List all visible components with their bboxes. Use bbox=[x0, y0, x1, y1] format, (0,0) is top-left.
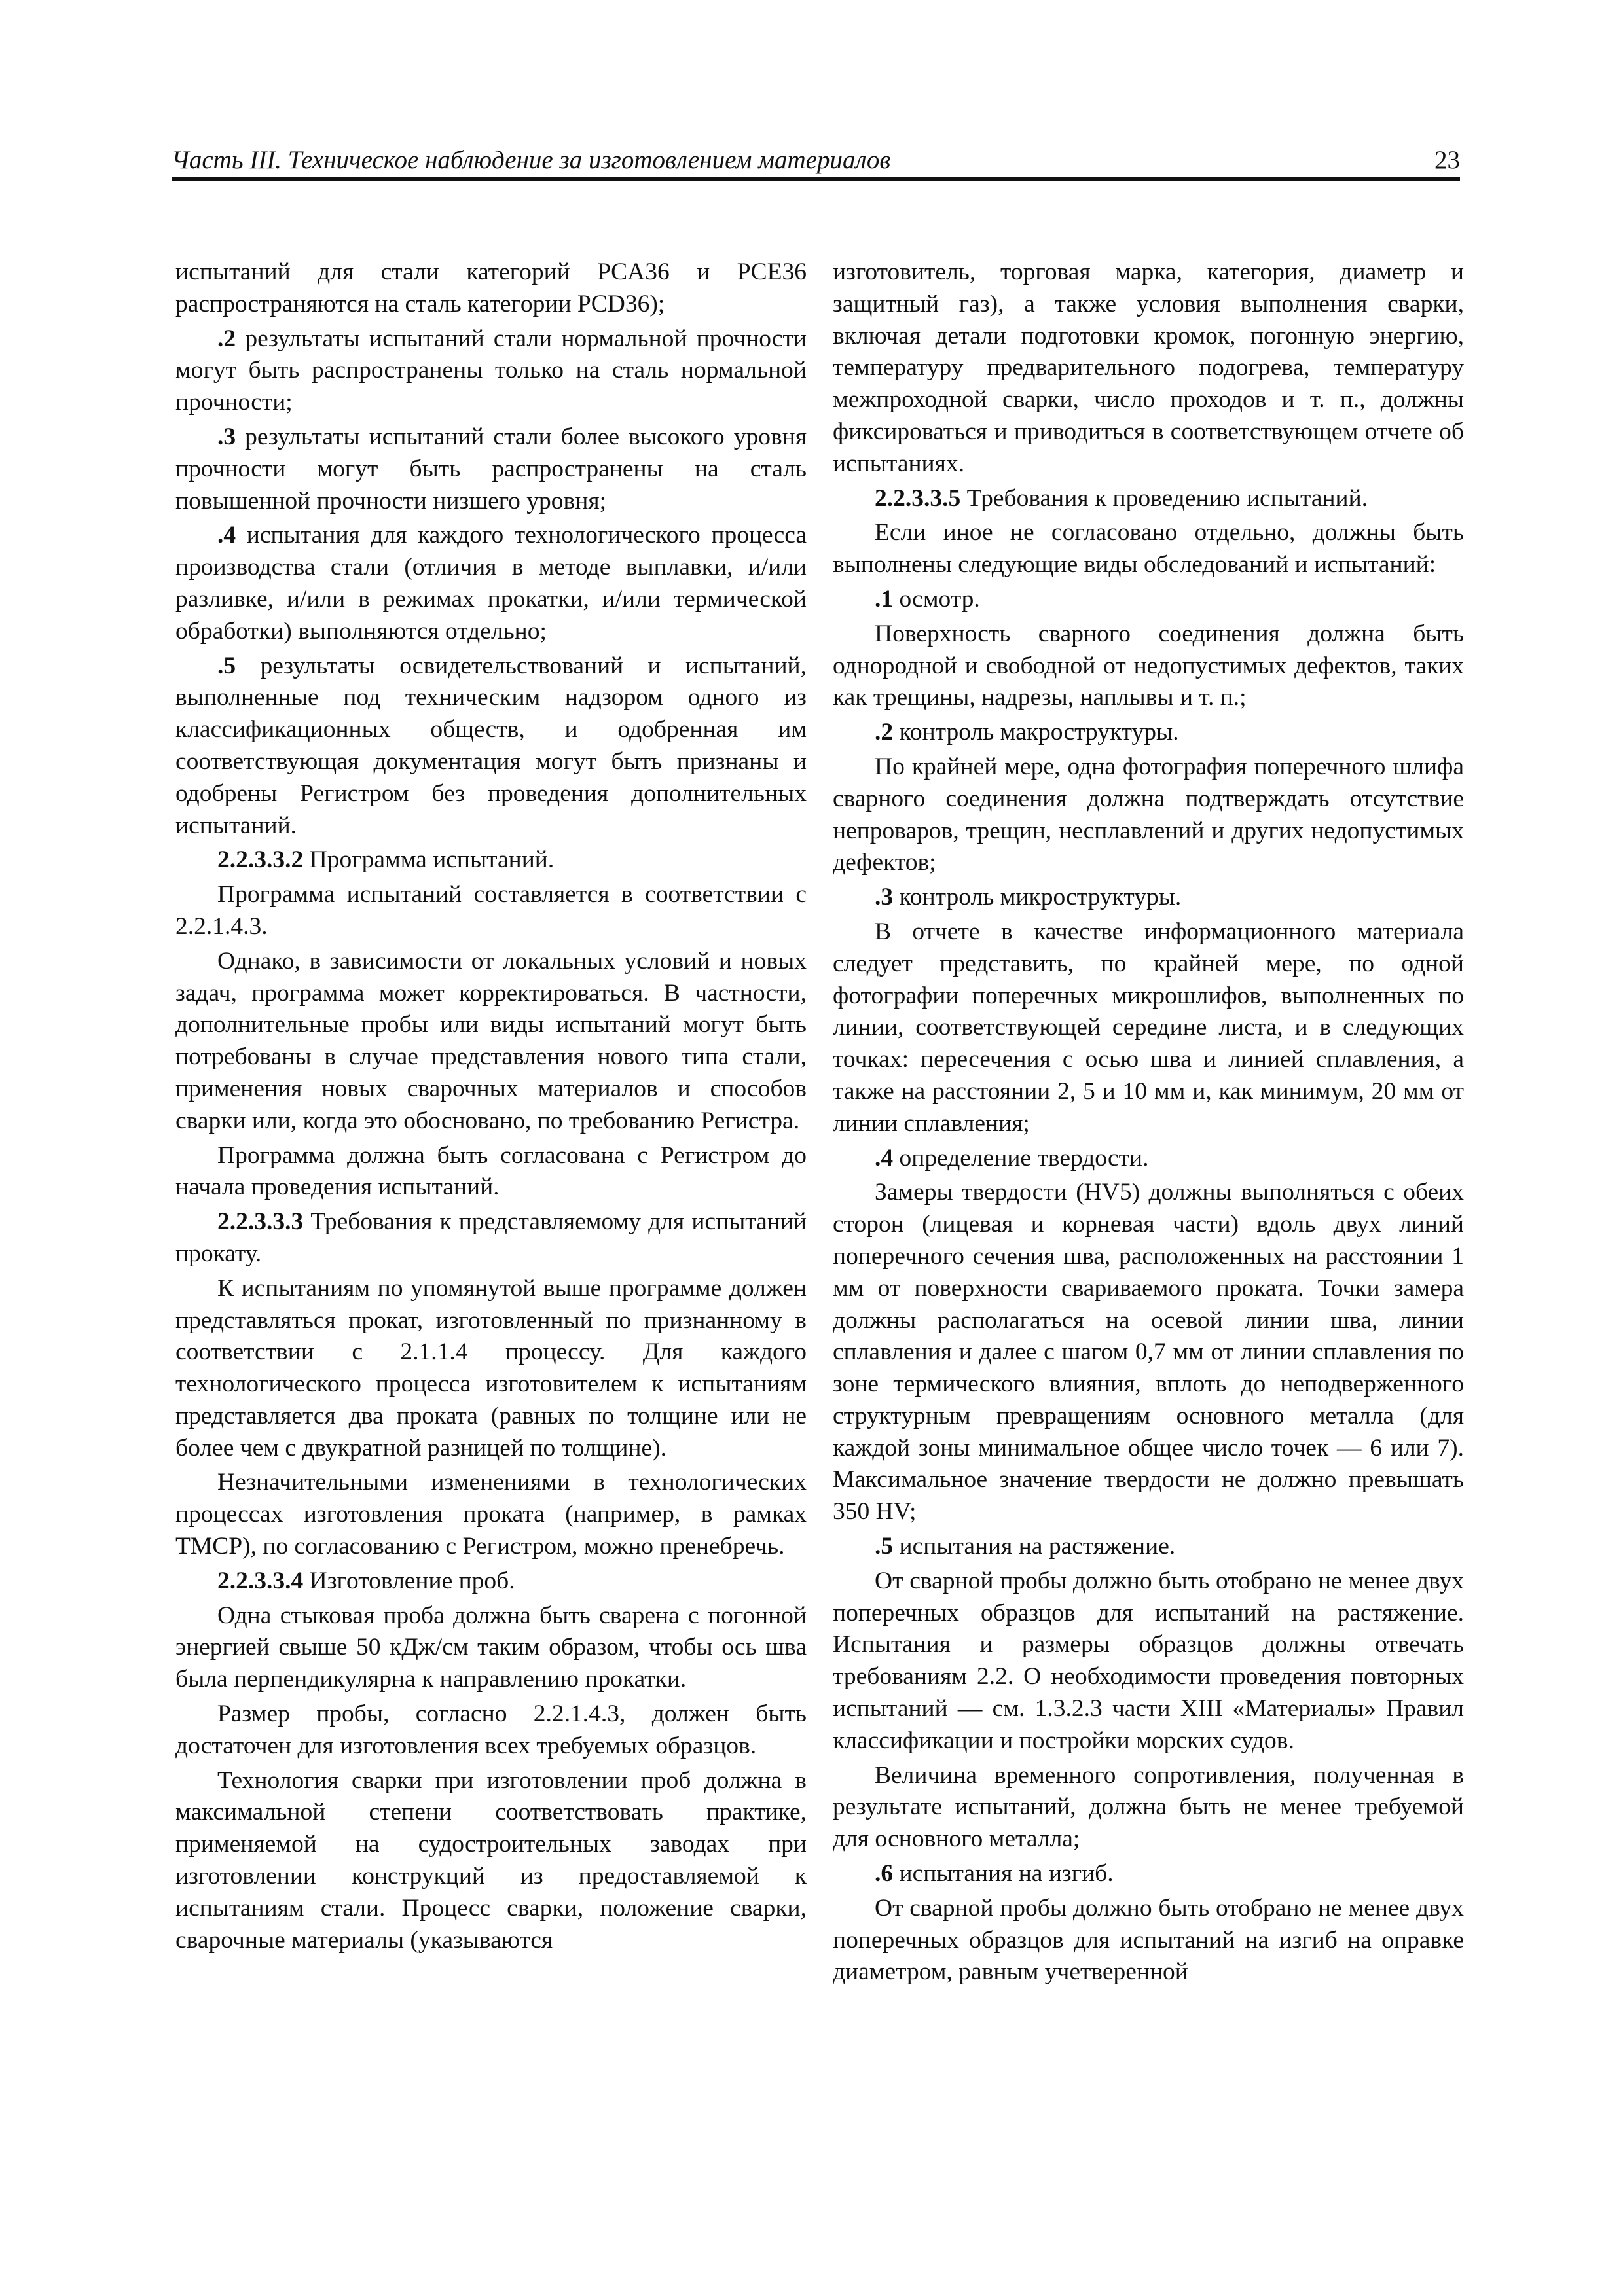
list-item: .2 контроль макроструктуры. bbox=[875, 719, 1179, 746]
paragraph: Технология сварки при изготовлении проб должна в максимальной степени соответствовать практике, применяемой на судостроительных заводах при изготовлении конструкций из предоставляемой к испытаниям стали. Процесс сварки, положение сварки, сварочные материалы (указываются bbox=[175, 1767, 807, 1954]
paragraph: От сварной пробы должно быть отобрано не менее двух поперечных образцов для испытаний на изгиб на оправке диаметром, равным учетверенной bbox=[833, 1894, 1464, 1986]
list-number: .4 bbox=[217, 522, 236, 549]
paragraph: Программа испытаний составляется в соответствии с 2.2.1.4.3. bbox=[175, 881, 807, 940]
list-item: .3 результаты испытаний стали более высокого уровня прочности могут быть распространены на сталь повышенной прочности низшего уровня; bbox=[175, 423, 807, 514]
list-item: .4 определение твердости. bbox=[875, 1144, 1149, 1172]
paragraph: Поверхность сварного соединения должна быть однородной и свободной от недопустимых дефектов, таких как трещины, надрезы, наплывы и т. п.; bbox=[833, 620, 1464, 711]
list-item: .5 результаты освидетельствований и испытаний, выполненные под техническим надзором одного из классификационных обществ, и одобренная им соответствующая документация могут быть признаны и одобрены Регистром без проведения дополнительных испытаний. bbox=[175, 652, 807, 839]
paragraph: Замеры твердости (HV5) должны выполняться с обеих сторон (лицевая и корневая части) вдоль двух линий поперечного сечения шва, расположенных на расстоянии 1 мм от поверхности свариваемого проката. Точки замера должны располагаться на осевой линии шва, линии сплавления и далее с шагом 0,7 мм от линии сплавления по зоне термического влияния, вплоть до неподверженного структурным превращениям основного металла (для каждой зоны минимальное общее число точек — 6 или 7). Максимальное значение твердости не должно превышать 350 HV; bbox=[833, 1179, 1464, 1526]
paragraph: Незначительными изменениями в технологических процессах изготовления проката (например, в рамках TMCP), по согласованию с Регистром, можно пренебречь. bbox=[175, 1469, 807, 1560]
list-item: .5 испытания на растяжение. bbox=[875, 1533, 1176, 1560]
paragraph: Программа должна быть согласована с Регистром до начала проведения испытаний. bbox=[175, 1141, 807, 1201]
list-item: .1 осмотр. bbox=[875, 585, 980, 613]
right-column bbox=[833, 257, 1464, 1991]
list-number: .4 bbox=[875, 1144, 894, 1172]
paragraph: По крайней мере, одна фотография поперечного шлифа сварного соединения должна подтверждать отсутствие непроваров, трещин, несплавлений и других недопустимых дефектов; bbox=[833, 753, 1464, 876]
section-number: 2.2.3.3.4 bbox=[217, 1567, 304, 1594]
section-number: 2.2.3.3.5 bbox=[875, 484, 961, 512]
paragraph: Если иное не согласовано отдельно, должны быть выполнены следующие виды обследований и испытаний: bbox=[833, 519, 1464, 579]
paragraph: Величина временного сопротивления, полученная в результате испытаний, должна быть не менее требуемой для основного металла; bbox=[833, 1761, 1464, 1853]
paragraph: испытаний для стали категорий PCA36 и PCE36 распространяются на сталь категории PCD36); bbox=[175, 259, 807, 317]
list-number: .3 bbox=[217, 423, 236, 450]
section-heading: 2.2.3.3.2 Программа испытаний. bbox=[217, 846, 555, 874]
list-number: .3 bbox=[875, 884, 894, 911]
list-item: .2 результаты испытаний стали нормальной прочности могут быть распространены только на сталь нормальной прочности; bbox=[175, 325, 807, 416]
paragraph: изготовитель, торговая марка, категория, диаметр и защитный газ), а также условия выполнения сварки, включая детали подготовки кромок, погонную энергию, температуру предварительного подогрева, температуру межпроходной сварки, число проходов и т. п., должны фиксироваться и приводиться в соответствующем отчете об испытаниях. bbox=[833, 259, 1464, 477]
header-title: Часть III. Техническое наблюдение за изготовлением материалов bbox=[172, 146, 891, 174]
paragraph: Размер пробы, согласно 2.2.1.4.3, должен быть достаточен для изготовления всех требуемых образцов. bbox=[175, 1700, 807, 1759]
list-number: .6 bbox=[875, 1860, 894, 1888]
page-number: 23 bbox=[1434, 146, 1460, 174]
list-item: .6 испытания на изгиб. bbox=[875, 1860, 1114, 1888]
list-item: .4 испытания для каждого технологического процесса производства стали (отличия в методе выплавки, и/или разливке, и/или в режимах прокатки, и/или термической обработки) выполняются отдельно; bbox=[175, 522, 807, 645]
section-heading: 2.2.3.3.3 Требования к представляемому для испытаний прокату. bbox=[175, 1208, 807, 1267]
section-number: 2.2.3.3.2 bbox=[217, 846, 304, 874]
paragraph: Одна стыковая проба должна быть сварена с погонной энергией свыше 50 кДж/см таким образом, чтобы ось шва была перпендикулярна к направлению прокатки. bbox=[175, 1602, 807, 1693]
paragraph: Однако, в зависимости от локальных условий и новых задач, программа может корректироваться. В частности, дополнительные пробы или виды испытаний могут быть потребованы в случае представления нового типа стали, применения новых сварочных материалов и способов сварки или, когда это обосновано, по требованию Регистра. bbox=[175, 947, 807, 1134]
list-item: .3 контроль микроструктуры. bbox=[875, 884, 1182, 911]
running-header bbox=[172, 137, 1460, 181]
list-number: .2 bbox=[875, 719, 894, 746]
list-number: .1 bbox=[875, 585, 894, 613]
paragraph: В отчете в качестве информационного материала следует представить, по крайней мере, по одной фотографии поперечных микрошлифов, выполненных по линии, соответствующей середине листа, и в следующих точках: пересечения с осью шва и линией сплавления, а также на расстоянии 2, 5 и 10 мм и, как минимум, 20 мм от линии сплавления; bbox=[833, 918, 1464, 1137]
section-heading: 2.2.3.3.5 Требования к проведению испытаний. bbox=[875, 484, 1368, 512]
section-number: 2.2.3.3.3 bbox=[217, 1208, 304, 1236]
paragraph: К испытаниям по упомянутой выше программе должен представляться прокат, изготовленный по признанному в соответствии с 2.1.1.4 процессу. Для каждого технологического процесса изготовителем к испытаниям представляется два проката (равных по толщине или не более чем с двукратной разницей по толщине). bbox=[175, 1274, 807, 1462]
list-number: .5 bbox=[217, 652, 236, 679]
list-number: .2 bbox=[217, 325, 236, 352]
list-number: .5 bbox=[875, 1533, 894, 1560]
paragraph: От сварной пробы должно быть отобрано не менее двух поперечных образцов для испытаний на растяжение. Испытания и размеры образцов должны отвечать требованиям 2.2. О необходимости проведения повторных испытаний — см. 1.3.2.3 части XIII «Материалы» Правил классификации и постройки морских судов. bbox=[833, 1567, 1464, 1754]
left-column bbox=[175, 257, 807, 1959]
section-heading: 2.2.3.3.4 Изготовление проб. bbox=[217, 1567, 515, 1594]
